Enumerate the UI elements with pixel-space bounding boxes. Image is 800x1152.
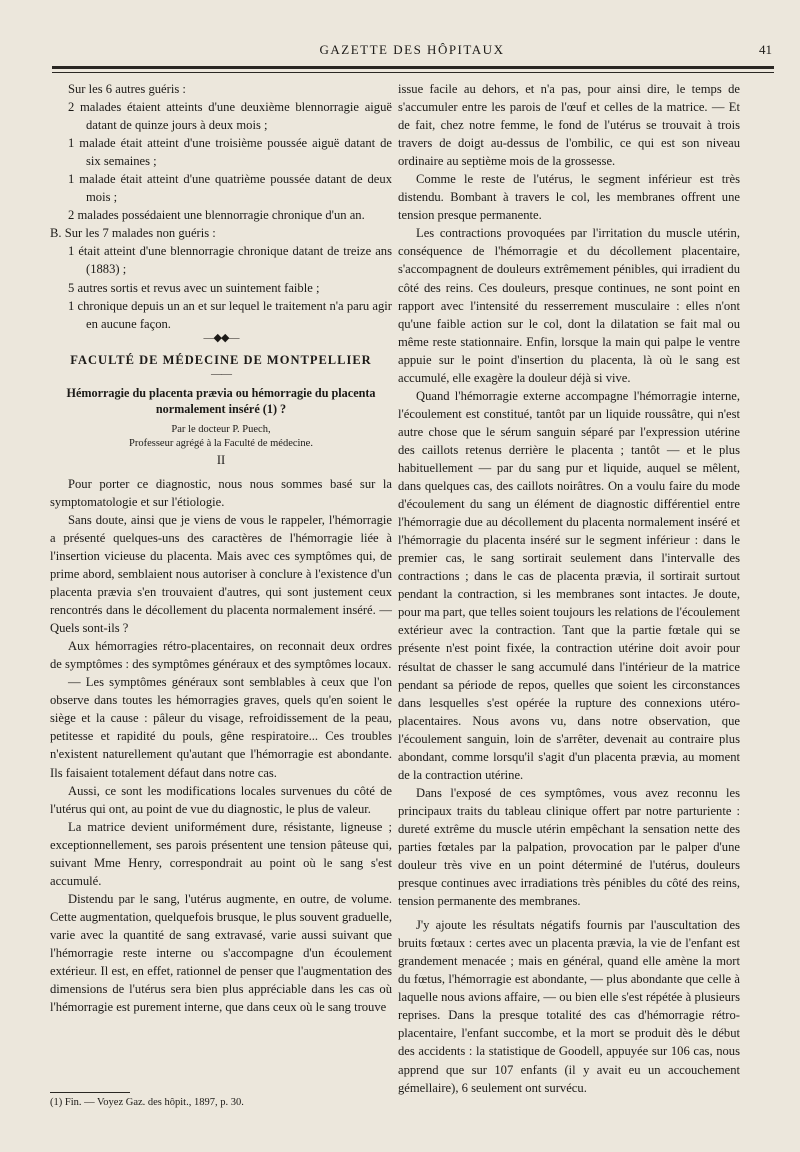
article-title: Hémorragie du placenta prævia ou hémorragie du placenta normalement inséré (1) ? — [66, 385, 376, 416]
paragraph: Dans l'exposé de ces symptômes, vous avez reconnu les principaux traits du tableau clinique offert par notre parturiente : dureté extrême du muscle utérin empêchant la sensation nette des parties fœtales par la palpation, provocation par le palper d'une douleur très vive en un point déterminé de l'utérus, douleurs presque continues avec irradiations très pénibles du côté des reins, tension permanente des membranes. — [398, 785, 740, 909]
paragraph: Les contractions provoquées par l'irritation du muscle utérin, conséquence de l'hémorragie et du décollement placentaire, s'accompagnent de douleurs extrêmement pénibles, qui irradient du côté des reins. Ces douleurs, presque continues, ne sont point en rapport avec l'intensité du resserrement musculaire : elles n'ont qu'une faible action sur le col, dont la dilatation se fait mal ou même reste stationnaire. Enfin, lorsque la main qui palpe le ventre appuie sur le point d'insertion du placenta, là où le sang est accumulé, elle exagère la douleur déjà si vive. — [398, 226, 740, 385]
paragraph: — Les symptômes généraux sont semblables à ceux que l'on observe dans toutes les hémorragies graves, quels qu'en soient le siège et la cause : pâleur du visage, refroidissement de la peau, petitesse et rapidité du pouls, gêne respiratoire... Ces troubles n'existent naturellement qu'autant que l'hémorragie est abondante. Ils faisaient totalement défaut dans notre cas. — [50, 675, 392, 780]
author-title: Professeur agrégé à la Faculté de médecine. — [129, 437, 313, 449]
ornament-rule: —— — [211, 367, 231, 380]
paragraph: J'y ajoute les résultats négatifs fournis par l'auscultation des bruits fœtaux : certes avec un placenta prævia, la vie de l'enfant est grandement menacée ; mais en général, quand elle amène la mort du fœtus, l'hémorragie est abondante, — plus abondante que celle à laquelle nous avions affaire, — ou bien elle s'est répétée à plusieurs reprises. Dans la presque totalité des cas d'hémorragie rétro-placentaire, l'enfant succombe, et la mort se produit dès le début des accidents : la statistique de Goodell, appuyée sur 106 cas, nous apprend que sur 107 enfants (il y avait eu un accouchement gémellaire), 6 seulement ont survécu. — [398, 918, 740, 1095]
paragraph: Sur les 6 autres guéris : — [68, 82, 186, 96]
author-line: Par le docteur P. Puech, — [171, 423, 271, 435]
list-item: 1 était atteint d'une blennorragie chronique datant de treize ans (1883) ; — [68, 244, 392, 277]
paragraph: B. Sur les 7 malades non guéris : — [50, 226, 216, 241]
list-item: 2 malades étaient atteints d'une deuxième blennorragie aiguë datant de quinze jours à deux mois ; — [68, 100, 392, 133]
running-head — [52, 42, 772, 64]
section-heading: FACULTÉ DE MÉDECINE DE MONTPELLIER — [70, 352, 372, 367]
ornament: —◆◆— — [203, 331, 239, 344]
paragraph: La matrice devient uniformément dure, résistante, ligneuse ; exceptionnellement, ses parois présentent une tension pâteuse qui, suivant Mme Henry, correspondrait au point où le sang s'est accumulé. — [50, 819, 392, 888]
section-number: II — [216, 452, 226, 467]
list-item: 1 chronique depuis un an et sur lequel le traitement n'a paru agir en aucune façon. — [68, 298, 392, 331]
list-item: 2 malades possédaient une blennorragie chronique d'un an. — [68, 208, 365, 223]
footnote: (1) Fin. — Voyez Gaz. des hôpit., 1897, p. 30. — [50, 1097, 244, 1108]
paragraph: Distendu par le sang, l'utérus augmente, en outre, de volume. Cette augmentation, quelquefois brusque, le plus souvent graduelle, varie avec la quantité de sang extravasé, varie aussi suivant que l'hémorragie reste interne ou s'accompagne d'un écoulement extérieur. Il est, en effet, rationnel de penser que l'augmentation des dimensions de l'utérus sera bien plus appréciable dans les cas où l'hémorragie est purement interne, que dans ceux où le sang trouve — [50, 891, 392, 1015]
paragraph: Sans doute, ainsi que je viens de vous le rappeler, l'hémorragie a présenté quelques-uns des caractères de l'hémorragie liée à l'insertion vicieuse du placenta. Mais avec ces symptômes qui, de prime abord, semblaient nous autoriser à conclure à l'existence d'un placenta prævia s'en trouvaient d'autres, qui sont justement ceux rencontrés dans le décollement du placenta normalement inséré. — Quels sont-ils ? — [50, 512, 392, 636]
paragraph: Aussi, ce sont les modifications locales survenues du côté de l'utérus qui ont, au point de vue du diagnostic, le plus de valeur. — [50, 783, 392, 816]
paragraph: Pour porter ce diagnostic, nous nous sommes basé sur la symptomatologie et sur l'étiologie. — [50, 476, 392, 509]
paragraph: issue facile au dehors, et n'a pas, pour ainsi dire, le temps de s'accumuler entre les parois de l'œuf et celles de la matrice. — Et de fait, chez notre femme, le fond de l'utérus se trouvait à trois travers de doigt au-dessus de l'ombilic, ce qui est son niveau ordinaire au septième mois de la grossesse. — [398, 82, 740, 169]
left-column — [50, 80, 392, 1016]
list-item: 1 malade était atteint d'une troisième poussée aiguë datant de six semaines ; — [68, 136, 392, 169]
journal-title: GAZETTE DES HÔPITAUX — [319, 42, 505, 57]
footnote-rule — [50, 1092, 130, 1093]
right-column — [398, 80, 740, 1097]
list-item: 1 malade était atteint d'une quatrième poussée datant de deux mois ; — [68, 172, 392, 205]
header-rule-thick — [52, 66, 774, 69]
page-number: 41 — [759, 42, 772, 57]
paragraph: Comme le reste de l'utérus, le segment inférieur est très distendu. Bombant à travers le col, les membranes offrent une tension presque permanente. — [398, 172, 740, 223]
header-rule-thin — [52, 72, 774, 73]
paragraph: Quand l'hémorragie externe accompagne l'hémorragie interne, l'écoulement est constitué, tantôt par un liquide roussâtre, qui n'est autre chose que le sérum sanguin séparé par l'expression utérine des caillots retenus derrière le placenta ; tantôt — et le plus habituellement — par du sang pur et liquide, auquel se mêlent, dans quelques cas, des caillots noirâtres. On a voulu faire du mode d'écoulement du sang un élément de diagnostic différentiel entre l'hémorragie due au décollement du placenta normalement inséré et l'hémorragie du placenta inséré sur le segment inférieur : dans le premier cas, le sang sortirait seulement dans l'intervalle des contractions ; dans le cas de placenta prævia, il sortirait surtout pendant la contraction, si les membranes sont intactes. Je doute, pour ma part, que telles soient toujours les relations de l'écoulement extérieur avec la contraction. Tant que la partie fœtale qui se présente n'est point fixée, la contraction utérine doit avoir pour résultat de chasser le sang accumulé dans l'intérieur de la matrice pendant sa période de repos, quelles que soient les circonstances dans lesquelles s'est opérée la rupture des connexions utéro-placentaires. Nous avons vu, dans notre observation, que l'écoulement sanguin, loin de s'arrêter, devenait au contraire plus abondant, comme lorsqu'il s'agit d'un placenta prævia, au moment de la contraction utérine. — [398, 388, 740, 782]
list-item: 5 autres sortis et revus avec un suintement faible ; — [68, 280, 320, 295]
paragraph: Aux hémorragies rétro-placentaires, on reconnait deux ordres de symptômes : des symptômes généraux et des symptômes locaux. — [50, 639, 392, 672]
